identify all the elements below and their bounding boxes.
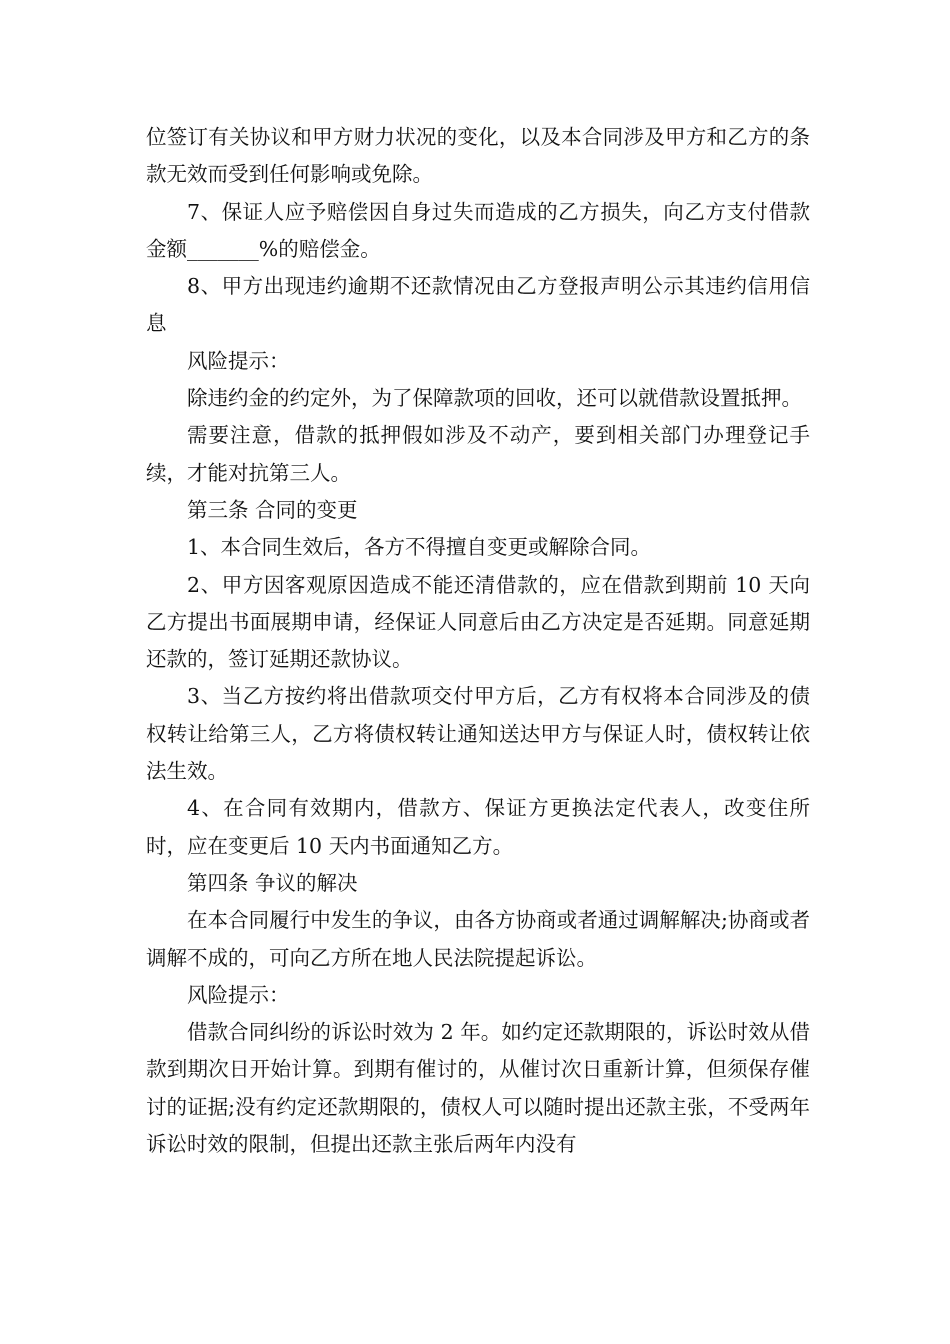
paragraph-dispute: 在本合同履行中发生的争议，由各方协商或者通过调解解决;协商或者调解不成的，可向乙方所在地人民法院提起诉讼。	[146, 908, 810, 970]
paragraph-risk-registration: 需要注意，借款的抵押假如涉及不动产，要到相关部门办理登记手续，才能对抗第三人。	[146, 423, 810, 485]
paragraph-clause-8: 8、甲方出现违约逾期不还款情况由乙方登报声明公示其违约信用信息	[146, 274, 810, 336]
section-heading-article-4: 第四条 争议的解决	[187, 870, 358, 895]
paragraph-change-4: 4、在合同有效期内，借款方、保证方更换法定代表人，改变住所时，应在变更后 10 天内书面通知乙方。	[146, 796, 810, 858]
document-body	[146, 119, 810, 1163]
risk-notice-heading: 风险提示：	[187, 348, 290, 373]
paragraph-change-2: 2、甲方因客观原因造成不能还清借款的，应在借款到期前 10 天向乙方提出书面展期申请，经保证人同意后由乙方决定是否延期。同意延期还款的，签订延期还款协议。	[146, 572, 810, 672]
paragraph-clause-7: 7、保证人应予赔偿因自身过失而造成的乙方损失，向乙方支付借款金额_______%的赔偿金。	[146, 199, 810, 261]
paragraph-risk-mortgage: 除违约金的约定外，为了保障款项的回收，还可以就借款设置抵押。	[187, 386, 802, 411]
paragraph-change-1: 1、本合同生效后，各方不得擅自变更或解除合同。	[187, 535, 652, 560]
paragraph-limitation: 借款合同纠纷的诉讼时效为 2 年。如约定还款期限的，诉讼时效从借款到期次日开始计算。到期有催讨的，从催讨次日重新计算，但须保存催讨的证据;没有约定还款期限的，债权人可以随时提出还款主张，不受两年诉讼时效的限制，但提出还款主张后两年内没有	[146, 1020, 810, 1157]
section-heading-article-3: 第三条 合同的变更	[187, 497, 358, 522]
paragraph-change-3: 3、当乙方按约将出借款项交付甲方后，乙方有权将本合同涉及的债权转让给第三人，乙方将债权转让通知送达甲方与保证人时，债权转让依法生效。	[146, 684, 810, 784]
paragraph-continuation: 位签订有关协议和甲方财力状况的变化，以及本合同涉及甲方和乙方的条款无效而受到任何影响或免除。	[146, 125, 810, 187]
risk-notice-heading-2: 风险提示：	[187, 982, 290, 1007]
